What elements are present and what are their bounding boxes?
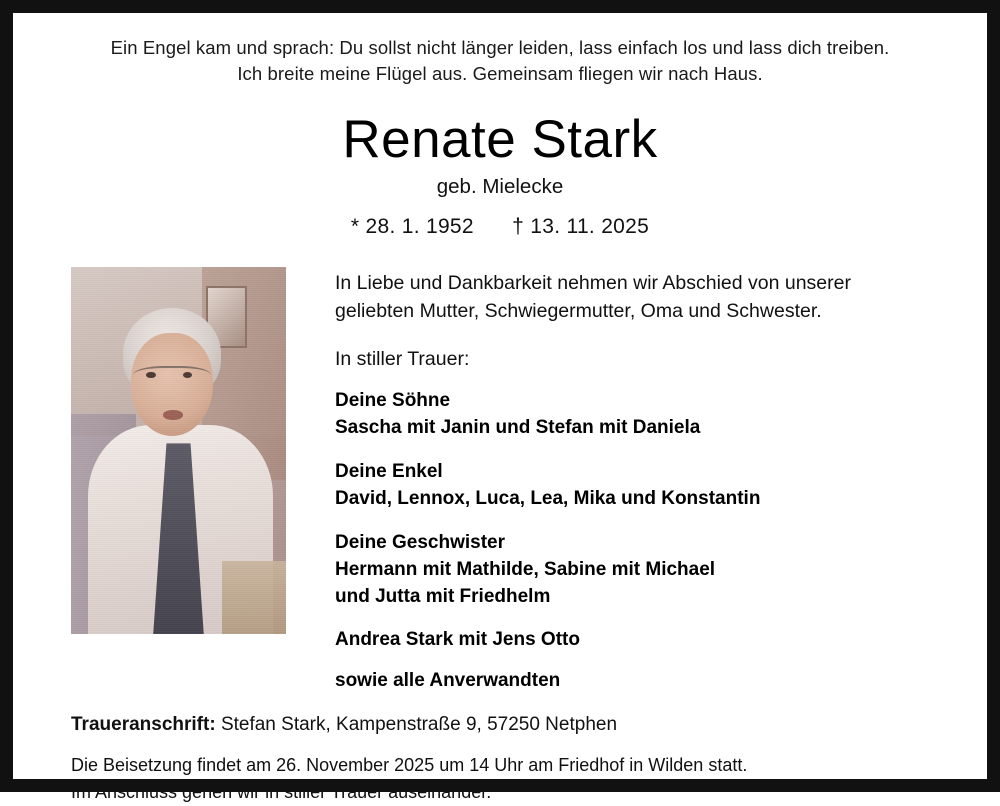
photo-grain-overlay — [71, 267, 286, 634]
portrait-photo — [71, 267, 286, 634]
deceased-name: Renate Stark — [342, 109, 658, 169]
group-names: Sascha mit Janin und Stefan mit Daniela — [335, 416, 701, 438]
maiden-name: geb. Mielecke — [436, 175, 564, 199]
death-date: 13. 11. 2025 — [530, 215, 650, 239]
mourner-group-grandchildren — [335, 459, 947, 513]
intro-line-2: geliebten Mutter, Schwiegermutter, Oma und Schwester. — [335, 300, 822, 323]
life-dates — [13, 215, 987, 239]
intro-line-1: In Liebe und Dankbarkeit nehmen wir Abschied von unserer — [335, 272, 851, 295]
death-symbol: † — [512, 215, 525, 239]
group-title: Deine Enkel — [335, 460, 443, 482]
group-title: Deine Geschwister — [335, 531, 506, 553]
body-row — [13, 267, 987, 692]
birth-date: 28. 1. 1952 — [365, 215, 474, 239]
mourner-group-sons — [335, 388, 947, 442]
group-names: Hermann mit Mathilde, Sabine mit Michael — [335, 558, 716, 580]
verse-line-1: Ein Engel kam und sprach: Du sollst nicht länger leiden, lass einfach los und lass dich treiben. — [110, 37, 890, 58]
note-line-1: Die Beisetzung findet am 26. November 2025 um 14 Uhr am Friedhof in Wilden statt. — [71, 755, 748, 776]
group-names: David, Lennox, Luca, Lea, Mika und Konstantin — [335, 487, 761, 509]
mourning-label: In stiller Trauer: — [335, 347, 470, 370]
birth-symbol: * — [350, 215, 360, 239]
extra-mourner-2: sowie alle Anverwandten — [335, 670, 561, 692]
verse-block — [63, 35, 937, 88]
mourning-address — [71, 714, 947, 736]
text-column — [286, 267, 947, 692]
note-line-2: Im Anschluss gehen wir in stiller Trauer auseinander. — [71, 782, 492, 803]
verse-line-2: Ich breite meine Flügel aus. Gemeinsam fliegen wir nach Haus. — [237, 63, 763, 85]
photo-column — [71, 267, 286, 634]
group-names: und Jutta mit Friedhelm — [335, 585, 551, 607]
footer-block — [13, 714, 987, 806]
address-label: Traueranschrift: — [71, 714, 216, 736]
group-title: Deine Söhne — [335, 389, 451, 411]
intro-paragraph — [335, 269, 947, 326]
extra-mourner-1: Andrea Stark mit Jens Otto — [335, 629, 580, 651]
mourner-group-siblings — [335, 530, 947, 611]
address-value: Stefan Stark, Kampenstraße 9, 57250 Netphen — [220, 714, 618, 736]
funeral-notes — [71, 752, 947, 806]
notice-inner — [13, 13, 987, 803]
